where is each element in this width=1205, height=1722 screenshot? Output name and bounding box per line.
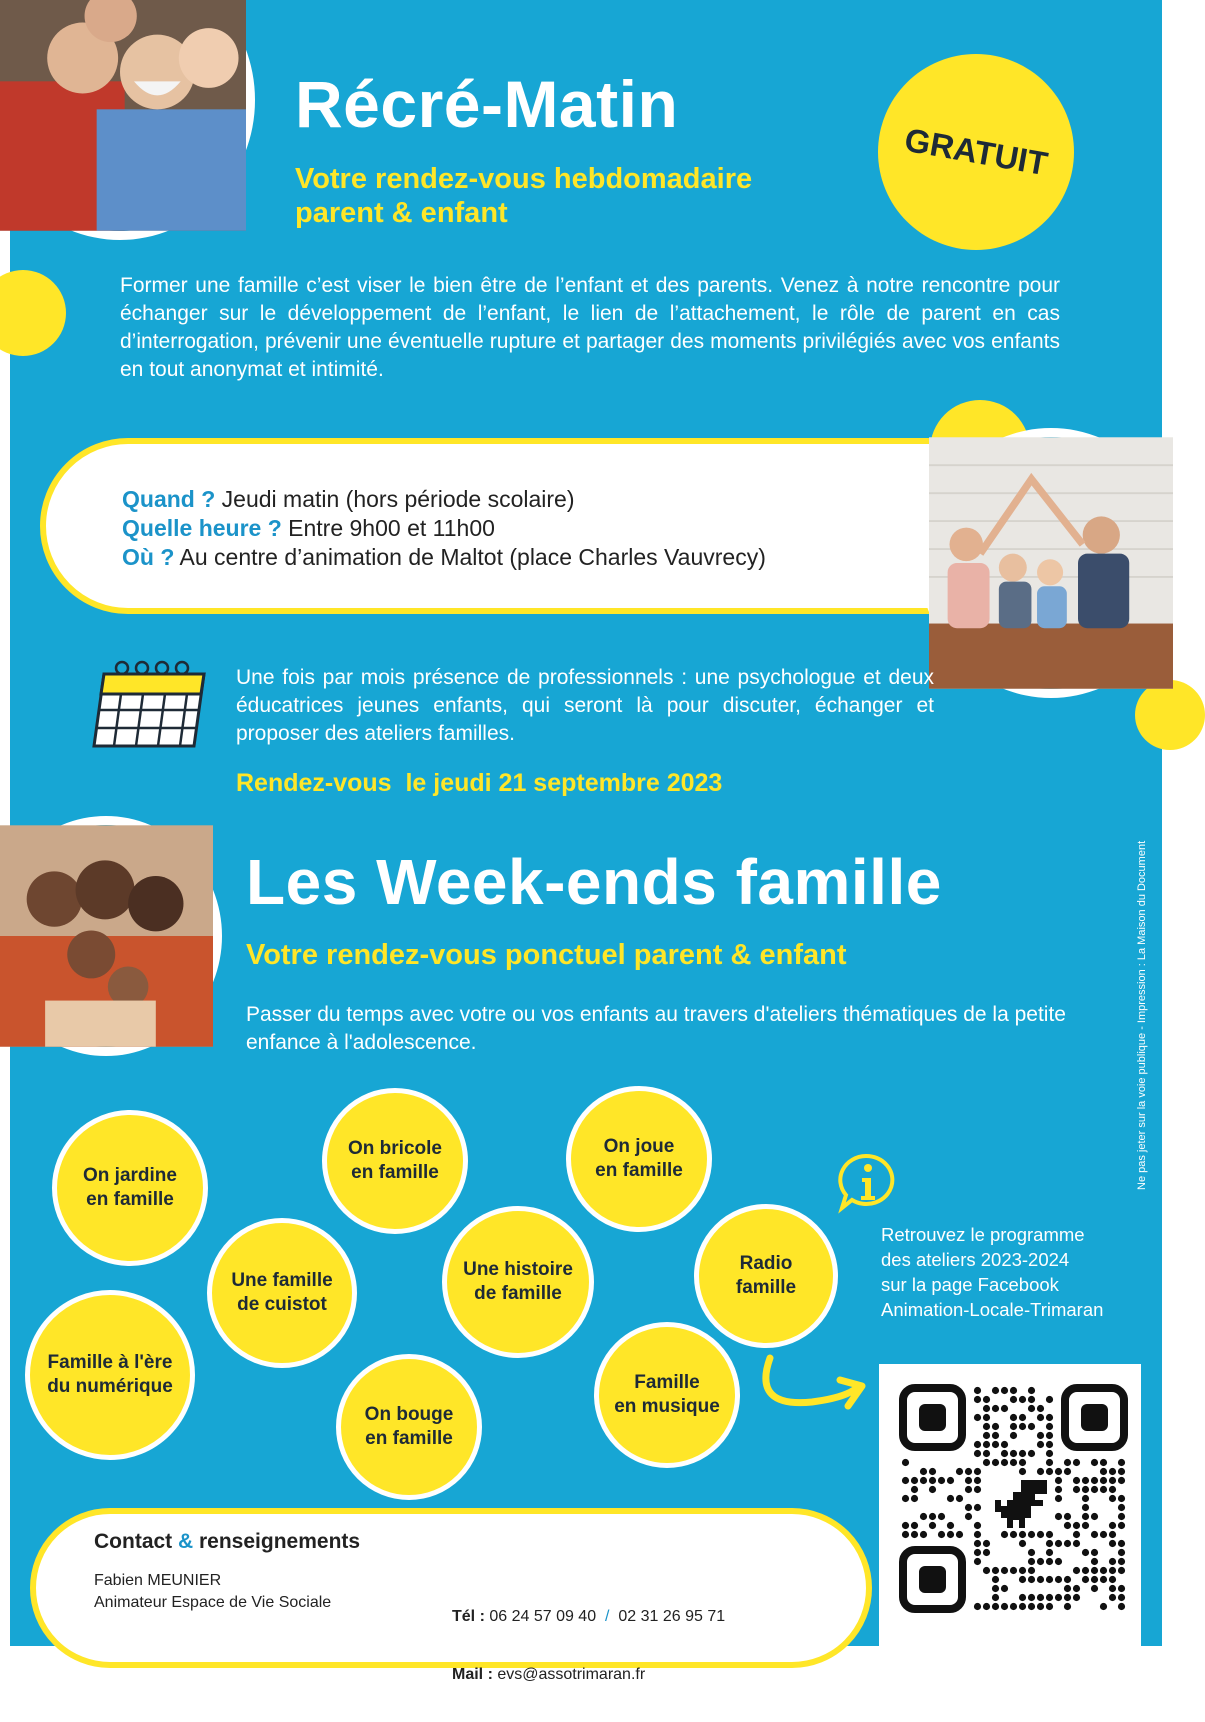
hugging-family-photo-art	[0, 825, 213, 1047]
workshop-bubble	[566, 1086, 712, 1232]
contact-heading-amp: &	[178, 1530, 194, 1553]
workshop-bubble	[25, 1290, 195, 1460]
contact-email	[452, 1664, 725, 1686]
contact-heading-part1: Contact	[94, 1530, 178, 1553]
house-family-photo-art	[929, 437, 1173, 689]
info-where-value: Au centre d’animation de Maltot (place Charles Vauvrecy)	[174, 544, 766, 570]
contact-heading	[94, 1530, 360, 1554]
workshop-label: On jardine en famille	[83, 1165, 177, 1210]
hugging-family-photo	[0, 816, 222, 1056]
program-line: des ateliers 2023-2024	[881, 1249, 1070, 1270]
gratuit-badge	[878, 54, 1074, 250]
tel-separator: /	[596, 1608, 619, 1625]
info-when-label: Quand ?	[122, 486, 216, 512]
calendar-icon	[90, 660, 208, 756]
info-where-label: Où ?	[122, 544, 175, 570]
info-icon	[834, 1152, 898, 1212]
workshop-bubble	[52, 1110, 208, 1266]
recre-subtitle-line2: parent & enfant	[295, 197, 508, 229]
info-time-value: Entre 9h00 et 11h00	[281, 515, 495, 541]
program-line: sur la page Facebook	[881, 1274, 1059, 1295]
info-time	[122, 514, 766, 543]
contact-phones	[452, 1606, 725, 1628]
weekends-subtitle: Votre rendez-vous ponctuel parent & enfant	[246, 939, 847, 971]
info-when-value: Jeudi matin (hors période scolaire)	[215, 486, 575, 512]
contact-details	[452, 1570, 725, 1722]
workshop-label: Famille en musique	[614, 1372, 720, 1417]
recre-title: Récré-Matin	[295, 67, 679, 141]
decorative-dot	[0, 270, 66, 356]
contact-name: Fabien MEUNIER	[94, 1572, 222, 1589]
qr-code	[879, 1364, 1141, 1646]
side-note: Ne pas jeter sur la voie publique - Impression : La Maison du Document	[1136, 840, 1148, 1190]
info-block	[122, 485, 766, 572]
recre-subtitle	[295, 162, 752, 230]
workshop-bubble	[322, 1088, 468, 1234]
tel-secondary: 02 31 26 95 71	[618, 1608, 726, 1625]
contact-person	[94, 1570, 331, 1614]
contact-heading-part2: renseignements	[193, 1530, 361, 1553]
workshop-bubble	[694, 1204, 838, 1348]
decorative-dot	[1135, 680, 1205, 750]
tel-primary: 06 24 57 09 40	[484, 1608, 597, 1625]
workshop-label: On bricole en famille	[348, 1138, 442, 1183]
tel-label: Tél :	[452, 1608, 485, 1625]
program-text	[881, 1222, 1103, 1322]
workshop-bubble	[207, 1218, 357, 1368]
workshop-label: On bouge en famille	[364, 1404, 454, 1449]
house-family-photo	[920, 428, 1182, 698]
info-time-label: Quelle heure ?	[122, 515, 282, 541]
qr-code-graphic	[879, 1364, 1141, 1646]
weekends-description: Passer du temps avec votre ou vos enfants au travers d'ateliers thématiques de la petite enfance à l'adolescence.	[246, 1003, 1066, 1054]
family-photo	[0, 0, 255, 240]
rendezvous-date: Rendez-vous le jeudi 21 septembre 2023	[236, 769, 723, 797]
workshop-bubble	[336, 1354, 482, 1500]
monthly-text: Une fois par mois présence de professionnels : une psychologue et deux éducatrices jeunes enfants, qui seront là pour discuter, échanger et proposer des ateliers familles.	[236, 666, 934, 745]
workshop-label: Radio famille	[735, 1253, 797, 1298]
gratuit-label: GRATUIT	[901, 120, 1051, 183]
workshop-label: Une famille de cuistot	[231, 1270, 333, 1315]
workshop-label: Une histoire de famille	[463, 1259, 573, 1304]
weekends-title: Les Week-ends famille	[246, 846, 942, 918]
program-line: Animation-Locale-Trimaran	[881, 1299, 1104, 1320]
arrow-icon	[752, 1350, 872, 1422]
flyer-page	[10, 0, 1162, 1683]
workshop-bubble	[594, 1322, 740, 1468]
recre-subtitle-line1: Votre rendez-vous hebdomadaire	[295, 163, 753, 195]
contact-role: Animateur Espace de Vie Sociale	[94, 1594, 332, 1611]
program-line: Retrouvez le programme	[881, 1224, 1085, 1245]
info-when	[122, 485, 766, 514]
workshop-label: Famille à l'ère du numérique	[47, 1352, 173, 1397]
info-where	[122, 543, 766, 572]
workshop-bubble	[442, 1206, 594, 1358]
recre-description: Former une famille c’est viser le bien être de l’enfant et des parents. Venez à notre rencontre pour échanger sur le développement de l’enfant, le lien de l’attachement, le rôle de parent en cas d’interrogation, prévenir une éventuelle rupture et partager des moments privilégiés avec vos enfants en tout anonymat et intimité.	[120, 274, 1060, 381]
family-photo-art	[0, 0, 246, 231]
mail-label: Mail :	[452, 1666, 493, 1683]
mail-address: evs@assotrimaran.fr	[492, 1666, 646, 1683]
workshop-label: On joue en famille	[595, 1136, 683, 1181]
